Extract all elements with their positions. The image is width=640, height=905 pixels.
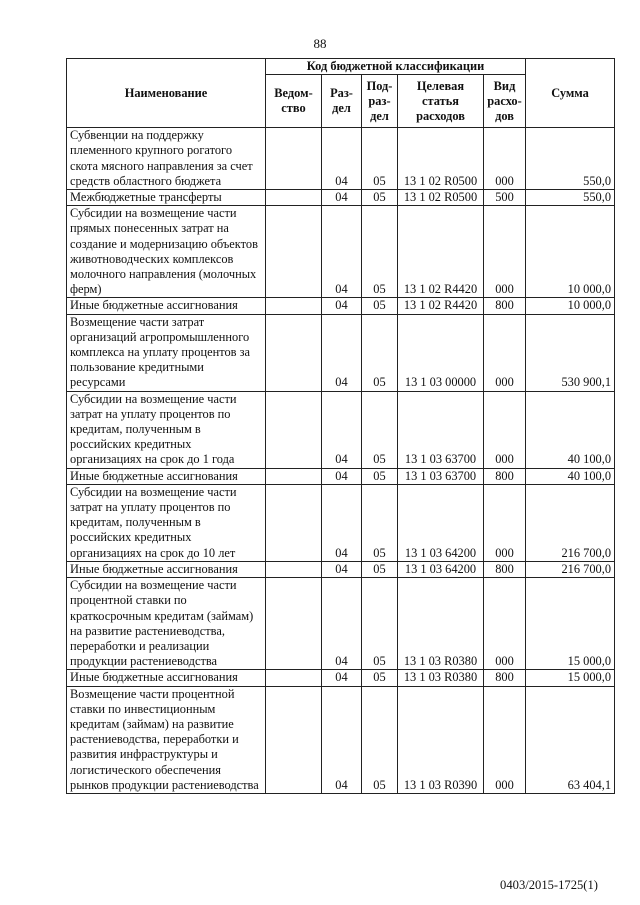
cell-amount: 10 000,0 [526,206,615,298]
cell-name: Иные бюджетные ассигнования [67,468,266,484]
cell-subsection: 05 [362,391,398,468]
cell-dept [266,578,322,670]
cell-exp-type: 000 [484,391,526,468]
table-row [67,298,615,314]
cell-dept [266,298,322,314]
table-row [67,686,615,793]
cell-target: 13 1 03 00000 [398,314,484,391]
cell-dept [266,128,322,190]
cell-subsection: 05 [362,206,398,298]
header-section: Раз-дел [322,75,362,128]
cell-exp-type: 000 [484,578,526,670]
cell-subsection: 05 [362,686,398,793]
cell-dept [266,206,322,298]
cell-exp-type: 000 [484,206,526,298]
cell-amount: 550,0 [526,190,615,206]
cell-exp-type: 800 [484,670,526,686]
cell-section: 04 [322,391,362,468]
header-dept: Ведом-ство [266,75,322,128]
cell-name: Субсидии на возмещение части затрат на уплату процентов по кредитам, полученным в российских кредитных организациях на срок до 10 лет [67,484,266,561]
cell-section: 04 [322,314,362,391]
budget-table [66,58,615,794]
cell-exp-type: 000 [484,686,526,793]
cell-target: 13 1 03 R0380 [398,670,484,686]
cell-section: 04 [322,670,362,686]
cell-target: 13 1 03 63700 [398,468,484,484]
table-row [67,484,615,561]
cell-dept [266,314,322,391]
cell-section: 04 [322,298,362,314]
cell-target: 13 1 02 R0500 [398,128,484,190]
cell-target: 13 1 02 R0500 [398,190,484,206]
cell-dept [266,484,322,561]
cell-target: 13 1 03 63700 [398,391,484,468]
cell-section: 04 [322,206,362,298]
cell-subsection: 05 [362,484,398,561]
cell-name: Возмещение части процентной ставки по инвестиционным кредитам (займам) на развитие растениеводства, переработки и развития инфраструктуры и логистического обеспечения рынков продукции растениеводства [67,686,266,793]
cell-dept [266,561,322,577]
cell-target: 13 1 02 R4420 [398,206,484,298]
cell-section: 04 [322,561,362,577]
cell-subsection: 05 [362,128,398,190]
cell-subsection: 05 [362,468,398,484]
cell-amount: 40 100,0 [526,468,615,484]
cell-subsection: 05 [362,670,398,686]
page-number: 88 [313,36,327,51]
table-row [67,190,615,206]
cell-exp-type: 800 [484,561,526,577]
cell-target: 13 1 03 R0380 [398,578,484,670]
cell-dept [266,686,322,793]
cell-dept [266,190,322,206]
cell-dept [266,391,322,468]
cell-target: 13 1 03 64200 [398,484,484,561]
table-row [67,314,615,391]
table-row [67,391,615,468]
table-row [67,206,615,298]
header-target: Целевая статья расходов [398,75,484,128]
cell-exp-type: 800 [484,468,526,484]
document-code: 0403/2015-1725(1) [500,878,598,892]
cell-subsection: 05 [362,561,398,577]
cell-exp-type: 800 [484,298,526,314]
cell-name: Субсидии на возмещение части затрат на уплату процентов по кредитам, полученным в российских кредитных организациях на срок до 1 года [67,391,266,468]
cell-name: Межбюджетные трансферты [67,190,266,206]
cell-amount: 15 000,0 [526,578,615,670]
cell-dept [266,670,322,686]
cell-exp-type: 000 [484,128,526,190]
cell-amount: 15 000,0 [526,670,615,686]
cell-amount: 550,0 [526,128,615,190]
cell-subsection: 05 [362,314,398,391]
header-code-group: Код бюджетной классификации [266,59,526,75]
header-name: Наименование [67,59,266,128]
table-row [67,128,615,190]
cell-name: Иные бюджетные ассигнования [67,670,266,686]
header-subsection: Под-раз-дел [362,75,398,128]
cell-amount: 530 900,1 [526,314,615,391]
table-row [67,561,615,577]
cell-section: 04 [322,468,362,484]
cell-name: Субсидии на возмещение части процентной ставки по краткосрочным кредитам (займам) на развитие растениеводства, переработки и реализации продукции растениеводства [67,578,266,670]
cell-dept [266,468,322,484]
cell-amount: 216 700,0 [526,561,615,577]
cell-name: Субсидии на возмещение части прямых понесенных затрат на создание и модернизацию объектов животноводческих комплексов молочного направления (молочных ферм) [67,206,266,298]
cell-section: 04 [322,484,362,561]
cell-amount: 63 404,1 [526,686,615,793]
cell-exp-type: 000 [484,484,526,561]
cell-exp-type: 500 [484,190,526,206]
table-row [67,578,615,670]
cell-amount: 40 100,0 [526,391,615,468]
cell-subsection: 05 [362,298,398,314]
cell-section: 04 [322,190,362,206]
cell-subsection: 05 [362,190,398,206]
cell-name: Возмещение части затрат организаций агропромышленного комплекса на уплату процентов за пользование кредитными ресурсами [67,314,266,391]
cell-section: 04 [322,128,362,190]
cell-section: 04 [322,578,362,670]
header-exp-type: Вид расхо-дов [484,75,526,128]
table-row [67,670,615,686]
cell-section: 04 [322,686,362,793]
cell-exp-type: 000 [484,314,526,391]
cell-target: 13 1 03 64200 [398,561,484,577]
cell-target: 13 1 03 R0390 [398,686,484,793]
cell-name: Иные бюджетные ассигнования [67,298,266,314]
cell-target: 13 1 02 R4420 [398,298,484,314]
table-row [67,468,615,484]
cell-name: Иные бюджетные ассигнования [67,561,266,577]
cell-name: Субвенции на поддержку племенного крупного рогатого скота мясного направления за счет средств областного бюджета [67,128,266,190]
cell-amount: 10 000,0 [526,298,615,314]
cell-subsection: 05 [362,578,398,670]
header-amount: Сумма [526,59,615,128]
cell-amount: 216 700,0 [526,484,615,561]
